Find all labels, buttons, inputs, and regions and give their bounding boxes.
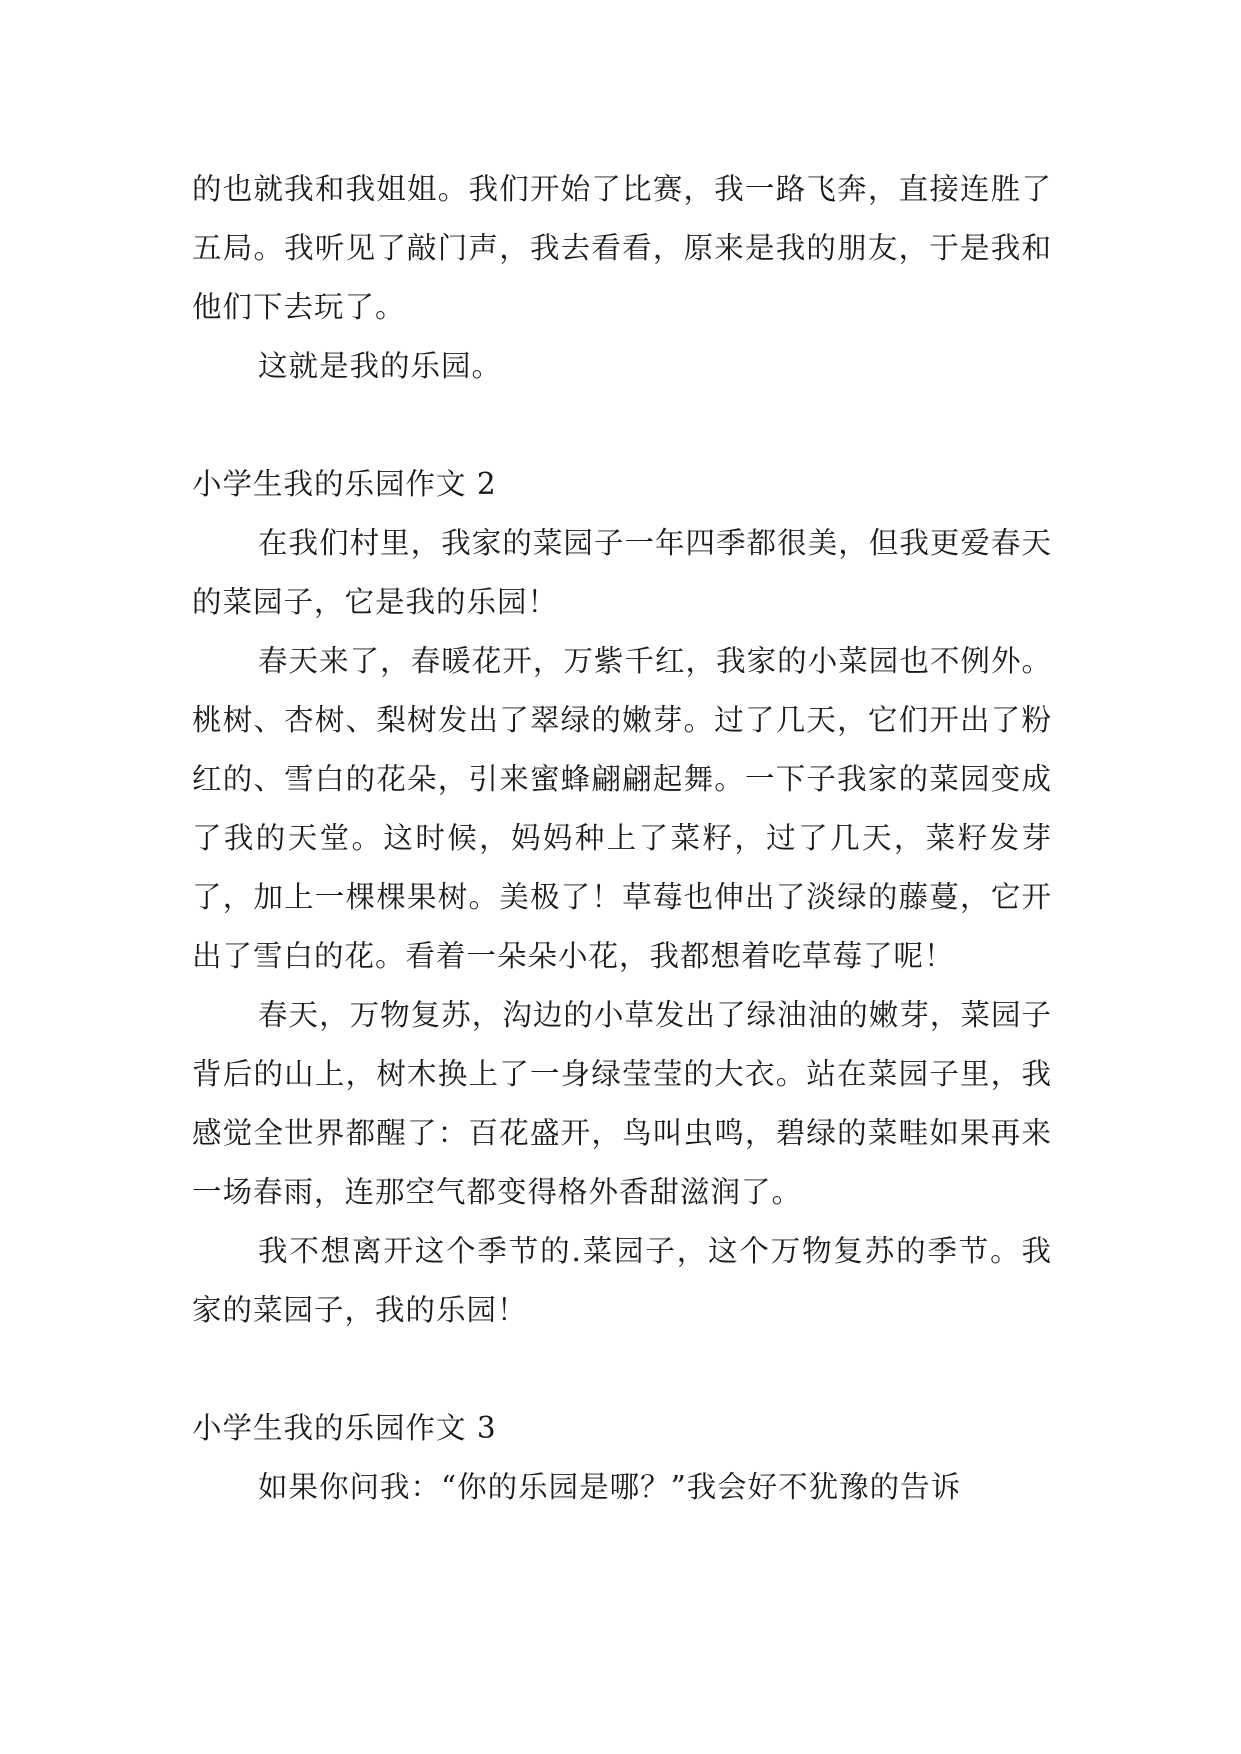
document-page (192, 160, 1052, 1517)
paragraph: 这就是我的乐园。 (258, 349, 503, 383)
paragraph: 在我们村里，我家的菜园子一年四季都很美，但我更爱春天的菜园子，它是我的乐园！ (192, 526, 1052, 619)
paragraph: 我不想离开这个季节的.菜园子，这个万物复苏的季节。我家的菜园子，我的乐园！ (192, 1234, 1052, 1327)
paragraph: 的也就我和我姐姐。我们开始了比赛，我一路飞奔，直接连胜了五局。我听见了敲门声，我去看看，原来是我的朋友，于是我和他们下去玩了。 (192, 172, 1052, 324)
section-gap (192, 396, 1052, 455)
paragraph: 春天，万物复苏，沟边的小草发出了绿油油的嫩芽，菜园子背后的山上，树木换上了一身绿莹莹的大衣。站在菜园子里，我感觉全世界都醒了：百花盛开，鸟叫虫鸣，碧绿的菜畦如果再来一场春雨，连那空气都变得格外香甜滋润了。 (192, 998, 1052, 1209)
section-gap (192, 1340, 1052, 1399)
section-heading: 小学生我的乐园作文 2 (192, 467, 497, 501)
section-heading: 小学生我的乐园作文 3 (192, 1411, 497, 1445)
paragraph: 如果你问我：“你的乐园是哪？”我会好不犹豫的告诉 (258, 1470, 962, 1504)
paragraph: 春天来了，春暖花开，万紫千红，我家的小菜园也不例外。桃树、杏树、梨树发出了翠绿的嫩芽。过了几天，它们开出了粉红的、雪白的花朵，引来蜜蜂翩翩起舞。一下子我家的菜园变成了我的天堂。这时候，妈妈种上了菜籽，过了几天，菜籽发芽了，加上一棵棵果树。美极了！草莓也伸出了淡绿的藤蔓，它开出了雪白的花。看着一朵朵小花，我都想着吃草莓了呢！ (192, 644, 1052, 973)
